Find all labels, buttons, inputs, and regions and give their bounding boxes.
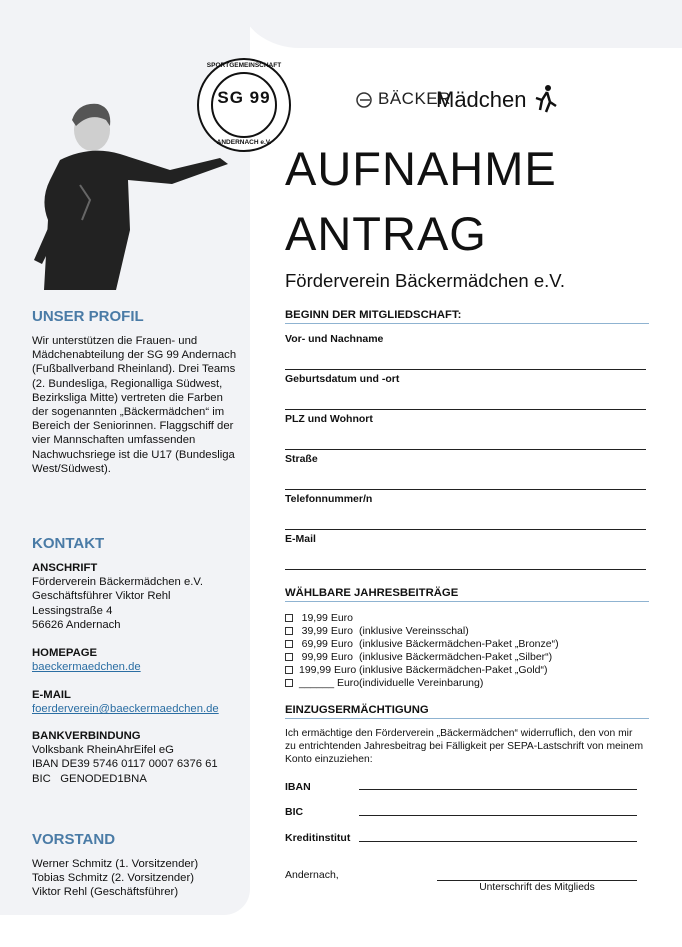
logo-text-main: Mädchen [436,87,527,112]
checkbox-icon[interactable] [285,640,293,648]
vorstand-line: Werner Schmitz (1. Vorsitzender) [32,858,199,870]
baeckermaedchen-logo [356,84,556,116]
fee-option[interactable]: 39,99 Euro (inklusive Vereinsschal) [285,625,469,637]
anschrift-line: Förderverein Bäckermädchen e.V. [32,576,204,589]
place-text: Andernach, [285,869,339,881]
name-label: Vor- und Nachname [285,333,384,345]
title-line-1: AUFNAHME [285,142,557,195]
vorstand-heading: VORSTAND [32,831,116,848]
homepage-block [32,646,237,674]
vorstand-line: Viktor Rehl (Geschäftsführer) [32,886,179,899]
fee-option[interactable]: 69,99 Euro (inklusive Bäckermädchen-Paket „Bronze“) [285,638,559,650]
membership-start-heading: BEGINN DER MITGLIEDSCHAFT: [285,309,649,324]
subtitle: Förderverein Bäckermädchen e.V. [285,270,566,291]
seal-top-text: SPORTGEMEINSCHAFT [206,62,282,69]
checkbox-icon[interactable] [285,614,293,622]
homepage-label: HOMEPAGE [32,647,98,659]
fee-option[interactable]: 199,99 Euro (inklusive Bäckermädchen-Paket „Gold“) [285,664,548,676]
birth-label: Geburtsdatum und -ort [285,373,400,385]
fee-option[interactable]: 19,99 Euro [285,612,359,624]
checkbox-icon[interactable] [285,679,293,687]
street-field[interactable] [285,489,646,490]
bic-field[interactable] [359,815,637,816]
anschrift-block [32,561,237,632]
bank-institute-field[interactable] [359,841,637,842]
signature-caption: Unterschrift des Mitglieds [479,882,595,893]
fees-heading: WÄHLBARE JAHRESBEITRÄGE [285,587,649,602]
iban-field[interactable] [359,789,637,790]
checkbox-icon[interactable] [285,666,293,674]
seal-center-text: SG 99 [217,88,271,107]
email-field[interactable] [285,569,646,570]
anschrift-label: ANSCHRIFT [32,562,98,574]
email-label: E-MAIL [32,689,71,701]
homepage-link[interactable]: baeckermaedchen.de [32,661,141,674]
mandate-heading: EINZUGSERMÄCHTIGUNG [285,704,649,719]
email-block [32,688,237,716]
bank-line: Volksbank RheinAhrEifel eG [32,744,174,757]
bank-line: IBAN DE39 5746 0117 0007 6376 61 [32,758,218,771]
iban-label: IBAN [285,781,311,793]
vorstand-block [32,857,237,900]
city-field[interactable] [285,449,646,450]
bank-block [32,729,237,786]
city-label: PLZ und Wohnort [285,413,373,425]
checkbox-icon[interactable] [285,627,293,635]
seal-bottom-text: ANDERNACH e.V. [216,139,272,146]
signature-field[interactable] [437,880,637,881]
bank-line: BIC GENODED1BNA [32,772,147,785]
logo-text-pre: BÄCKER [378,89,451,108]
logo-mark-icon [356,90,376,110]
anschrift-line: Lessingstraße 4 [32,604,113,617]
fee-option[interactable]: ______ Euro(individuelle Vereinbarung) [285,677,483,689]
checkbox-icon[interactable] [285,653,293,661]
club-seal-logo [197,58,291,152]
bank-label: BANKVERBINDUNG [32,730,141,742]
fee-option[interactable]: 99,99 Euro (inklusive Bäckermädchen-Paket „Silber“) [285,651,552,663]
bank-institute-label: Kreditinstitut [285,832,351,844]
anschrift-line: Geschäftsführer Viktor Rehl [32,590,171,603]
name-field[interactable] [285,369,646,370]
top-decor-band [240,0,682,48]
bic-label: BIC [285,806,304,818]
profil-heading: UNSER PROFIL [32,308,144,325]
street-label: Straße [285,453,318,465]
phone-field[interactable] [285,529,646,530]
kicker-silhouette-icon [532,84,558,114]
anschrift-line: 56626 Andernach [32,618,121,631]
phone-label: Telefonnummer/n [285,493,373,505]
email-link[interactable]: foerderverein@baeckermaedchen.de [32,703,219,716]
mandate-text: Ich ermächtige den Förderverein „Bäckermädchen“ widerruflich, den von mir zu entrichtenden Jahresbeitrag bei Fälligkeit per SEPA-Lastschrift von meinem Konto einzuziehen: [285,728,644,765]
vorstand-line: Tobias Schmitz (2. Vorsitzender) [32,872,194,885]
email-field-label: E-Mail [285,533,316,545]
birth-field[interactable] [285,409,646,410]
kontakt-heading: KONTAKT [32,535,105,552]
title-line-2: ANTRAG [285,207,487,260]
profil-text: Wir unterstützen die Frauen- und Mädchenabteilung der SG 99 Andernach (Fußballverband Rheinland). Drei Teams (2. Bundesliga, Regionalliga Südwest, Bezirksliga Mitte) vertreten die Farben der sogenannten „Bäckermädchen“ im Bereich der Seniorinnen. Flaggschiff der vier Mannschaften umfassenden Nachwuchsriege ist die U17 (Bundesliga West/Südwest). [32,335,237,475]
